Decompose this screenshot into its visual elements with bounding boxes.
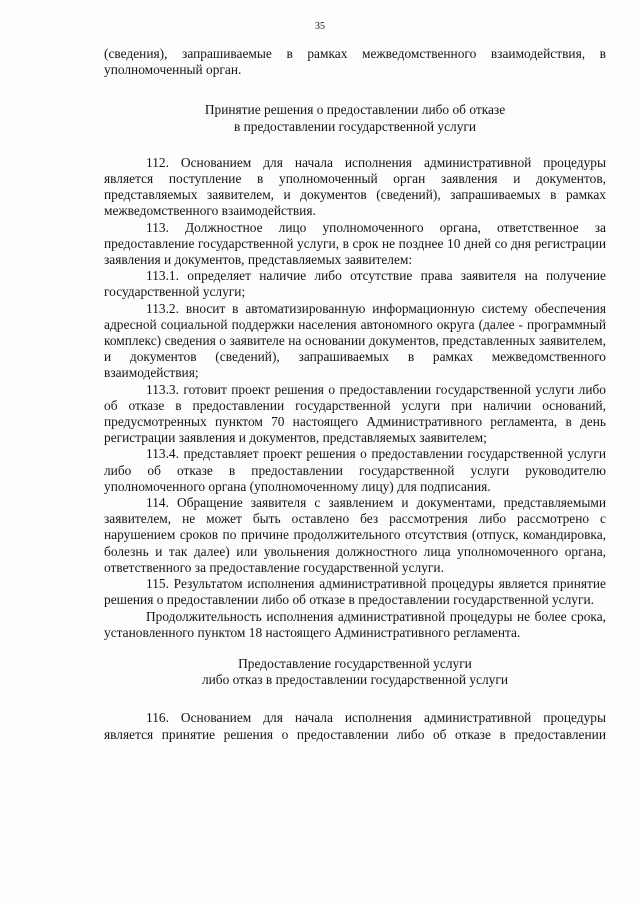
paragraph-113-3: 113.3. готовит проект решения о предоставлении государственной услуги либо об отказе в предоставлении государственной услуги при наличии оснований, предусмотренных пунктом 70 настоящего Административного регламента, в день регистрации заявления и документов, представляемых заявителем;	[104, 381, 606, 446]
paragraph-115: 115. Результатом исполнения административной процедуры является принятие решения о предоставлении либо об отказе в предоставлении государственной услуги.	[104, 576, 606, 608]
section-heading-line: либо отказ в предоставлении государственной услуги	[201, 672, 509, 688]
section-heading-line: Принятие решения о предоставлении либо об отказе	[204, 102, 506, 118]
continuation-paragraph: (сведения), запрашиваемые в рамках межведомственного взаимодействия, в уполномоченный орган.	[104, 46, 606, 78]
page-number: 35	[315, 21, 325, 32]
section-decision-body	[104, 155, 606, 641]
section-heading-provision	[104, 656, 606, 688]
paragraph-114: 114. Обращение заявителя с заявлением и документами, представляемыми заявителем, не может быть оставлено без рассмотрения либо рассмотрено с нарушением сроков по причине продолжительного отсутствия (отпуск, командировка, болезнь и так далее) или увольнения должностного лица уполномоченного органа, ответственного за предоставление государственной услуги.	[104, 495, 606, 575]
paragraph-116: 116. Основанием для начала исполнения административной процедуры является принятие решения о предоставлении либо об отказе в предоставлении	[104, 710, 606, 742]
paragraph-113-2: 113.2. вносит в автоматизированную информационную систему обеспечения адресной социальной поддержки населения автономного округа (далее - программный комплекс) сведения о заявителе на основании документов, представленных заявителем, и документов (сведений), запрашиваемых в рамках межведомственного взаимодействия;	[104, 300, 606, 381]
paragraph-113-4: 113.4. представляет проект решения о предоставлении государственной услуги либо об отказе в предоставлении государственной услуги руководителю уполномоченного органа (уполномоченному лицу) для подписания.	[104, 446, 606, 494]
section-heading-line: Предоставление государственной услуги	[238, 655, 472, 671]
paragraph-112: 112. Основанием для начала исполнения административной процедуры является поступление в уполномоченный орган заявления и документов, представляемых заявителем, и документов (сведений), запрашиваемых в рамках межведомственного взаимодействия.	[104, 154, 606, 219]
section-heading-decision	[104, 102, 606, 134]
section-heading-line: в предоставлении государственной услуги	[233, 118, 477, 134]
paragraph-duration: Продолжительность исполнения административной процедуры не более срока, установленного пунктом 18 настоящего Административного регламента.	[104, 608, 606, 640]
paragraph-113-1: 113.1. определяет наличие либо отсутствие права заявителя на получение государственной услуги;	[104, 268, 606, 300]
document-body	[104, 46, 606, 743]
section-provision-body	[104, 710, 606, 742]
paragraph-113: 113. Должностное лицо уполномоченного органа, ответственное за предоставление государственной услуги, в срок не позднее 10 дней со дня регистрации заявления и документов, представляемых заявителем:	[104, 219, 606, 268]
